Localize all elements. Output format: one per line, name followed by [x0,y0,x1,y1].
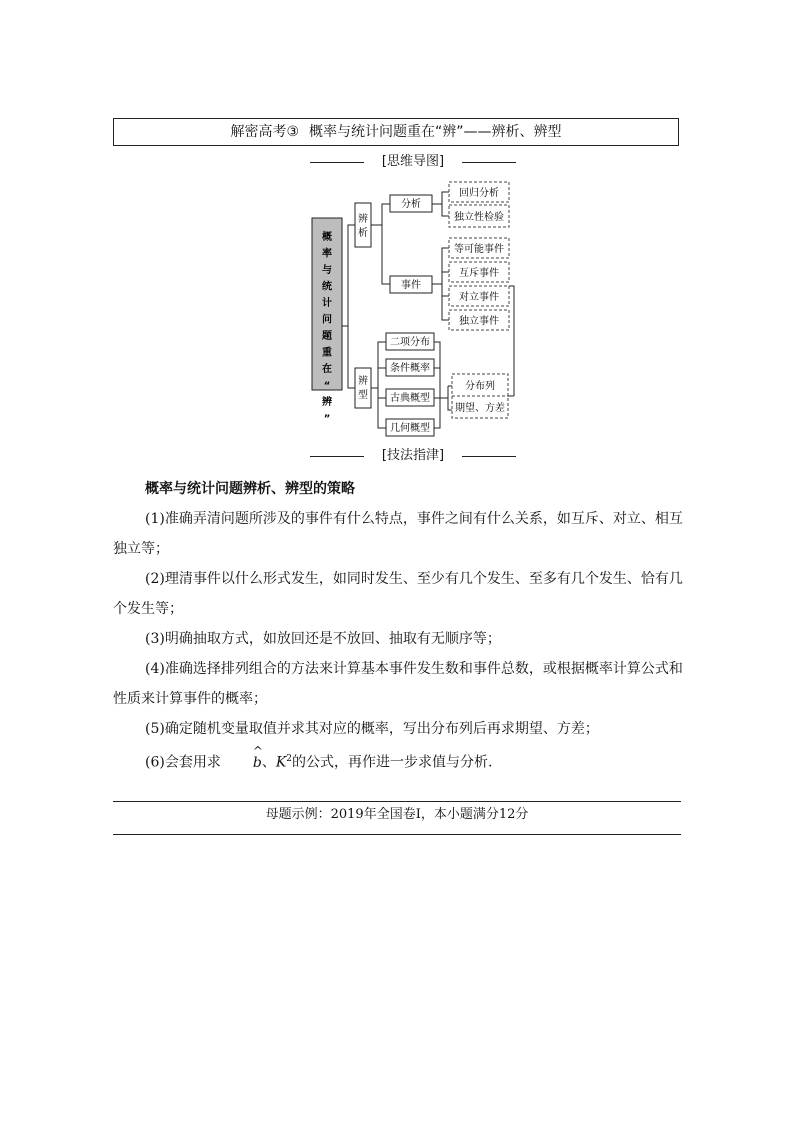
mindmap-branch-label-analysis: 辨析 [358,214,368,239]
mindmap-leaf-independence-test: 独立性检验 [454,212,504,223]
b-hat-symbol: ^ b [221,748,262,778]
k-symbol: K [275,754,287,771]
example-top-rule [113,801,681,802]
mind-map-diagram [300,178,530,438]
title-prefix: 解密高考③ [230,124,300,140]
strategy-section-heading [310,446,516,466]
example-text: 母题示例：2019年全国卷Ⅰ，本小题满分12分 [265,807,529,822]
mindmap-connector-type [371,342,386,428]
item6-before: (6)会套用求 [145,754,221,771]
mindmap-connector-root [342,225,355,388]
mindmap-connector-analysis [371,204,390,284]
mindmap-branch-label-type: 辨型 [358,376,368,401]
mindmap-connector-fenxi [432,192,449,216]
mindmap-leaf-mutually-exclusive: 互斥事件 [459,268,499,279]
title-main: 概率与统计问题重在“辨”——辨析、辨型 [309,124,562,140]
mindmap-type-conditional: 条件概率 [390,363,430,374]
mindmap-node-fenxi: 分析 [401,199,421,210]
mindmap-node-shijian: 事件 [401,280,421,291]
mindmap-bracket-events [509,286,514,396]
mindmap-type-binomial: 二项分布 [390,337,430,348]
strategy-item-1: (1)准确弄清问题所涉及的事件有什么特点，事件之间有什么关系，如互斥、对立、相互独立等； [113,511,683,557]
mindmap-branch-box-analysis [355,203,371,247]
mindmap-section-heading [310,152,516,172]
mindmap-section-label: [思维导图] [381,154,445,169]
mindmap-leaf-equally-likely: 等可能事件 [454,244,504,255]
mindmap-leaf-independent: 独立事件 [459,316,499,327]
mindmap-type-geometric: 几何概型 [390,423,430,434]
example-line [113,803,681,827]
strategy-body [113,474,683,778]
strategy-item-4: (4)准确选择排列组合的方法来计算基本事件发生数和事件总数，或根据概率计算公式和性质来计算事件的概率； [113,661,683,707]
example-bottom-rule [113,834,681,835]
strategy-heading: 概率与统计问题辨析、辨型的策略 [145,481,355,497]
k-exponent: 2 [286,754,293,764]
mindmap-outcome-distribution: 分布列 [465,381,495,392]
mindmap-branch-box-type [355,368,371,408]
mindmap-outcome-expectation-variance: 期望、方差 [455,403,505,414]
section-title-box [113,118,679,146]
strategy-item-2: (2)理清事件以什么形式发生，如同时发生、至少有几个发生、至多有几个发生、恰有几个发生等； [113,571,683,617]
mindmap-leaf-regression: 回归分析 [459,188,499,199]
mindmap-leaf-complementary: 对立事件 [459,292,499,303]
mindmap-connector-shijian [432,248,449,320]
mindmap-root-label: 概率与统计问题重在“辨” [322,232,332,425]
strategy-item-5: (5)确定随机变量取值并求其对应的概率，写出分布列后再求期望、方差； [145,721,599,737]
strategy-item-6 [113,744,683,778]
strategy-section-label: [技法指津] [381,448,445,463]
mindmap-connector-types-out [434,342,452,428]
mindmap-type-classical: 古典概型 [390,393,430,404]
strategy-item-3: (3)明确抽取方式，如放回还是不放回、抽取有无顺序等； [145,631,501,647]
item6-middle: 、 [261,754,276,771]
item6-after: 的公式，再作进一步求值与分析. [292,754,493,771]
